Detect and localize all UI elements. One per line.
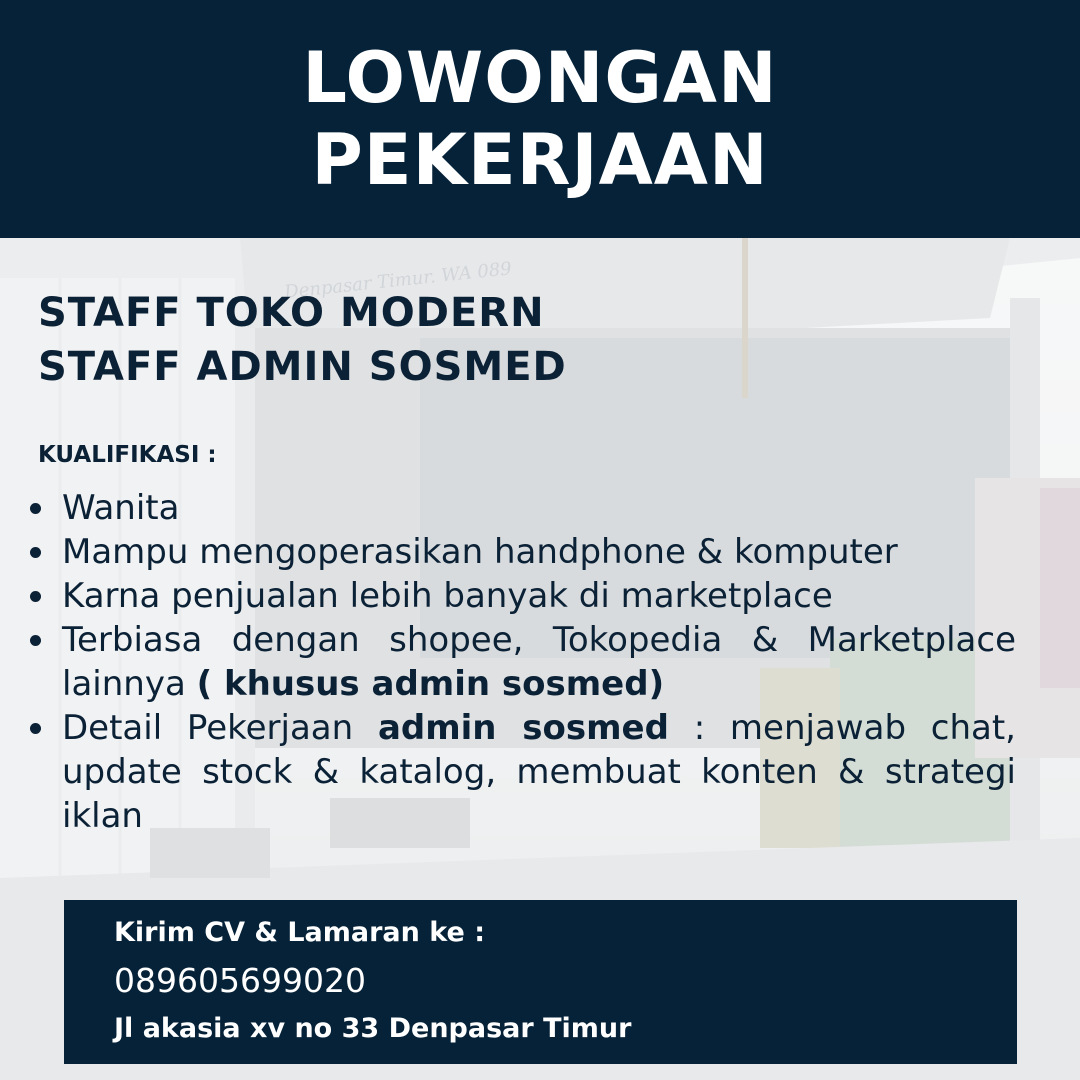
- list-item: [26, 706, 1016, 838]
- bullet-icon: [30, 503, 41, 514]
- bullet-icon: [30, 635, 41, 646]
- position-1: STAFF TOKO MODERN: [38, 290, 545, 336]
- job-detail-text: : menjawab chat, update stock & katalog, membuat konten & strategi iklan: [62, 708, 1016, 836]
- bullet-icon: [30, 547, 41, 558]
- page-title-line-2: PEKERJAAN: [311, 119, 769, 201]
- header-banner: [0, 0, 1080, 238]
- bullet-icon: [30, 591, 41, 602]
- list-item: [26, 618, 1016, 706]
- qualification-text: Karna penjualan lebih banyak di marketplace: [62, 576, 833, 616]
- page-title-line-1: LOWONGAN: [302, 37, 778, 119]
- contact-phone: 089605699020: [114, 961, 366, 1000]
- contact-address: Jl akasia xv no 33 Denpasar Timur: [114, 1013, 632, 1044]
- bullet-icon: [30, 723, 41, 734]
- qualification-text: Wanita: [62, 488, 180, 528]
- qualifications-list: [26, 486, 1016, 838]
- contact-title: Kirim CV & Lamaran ke :: [114, 917, 486, 948]
- job-positions: [38, 286, 567, 394]
- qualification-note: ( khusus admin sosmed): [196, 664, 665, 704]
- position-2: STAFF ADMIN SOSMED: [38, 344, 567, 390]
- list-item: [26, 486, 1016, 530]
- list-item: [26, 574, 1016, 618]
- list-item: [26, 530, 1016, 574]
- job-detail-role: admin sosmed: [377, 708, 669, 748]
- contact-box: [64, 900, 1017, 1064]
- qualification-text: Terbiasa dengan shopee, Tokopedia & Marketplace lainnya: [62, 620, 1016, 704]
- qualifications-label: KUALIFIKASI :: [38, 442, 217, 468]
- job-detail-prefix: Detail Pekerjaan: [62, 708, 354, 748]
- qualification-text: Mampu mengoperasikan handphone & komputer: [62, 532, 898, 572]
